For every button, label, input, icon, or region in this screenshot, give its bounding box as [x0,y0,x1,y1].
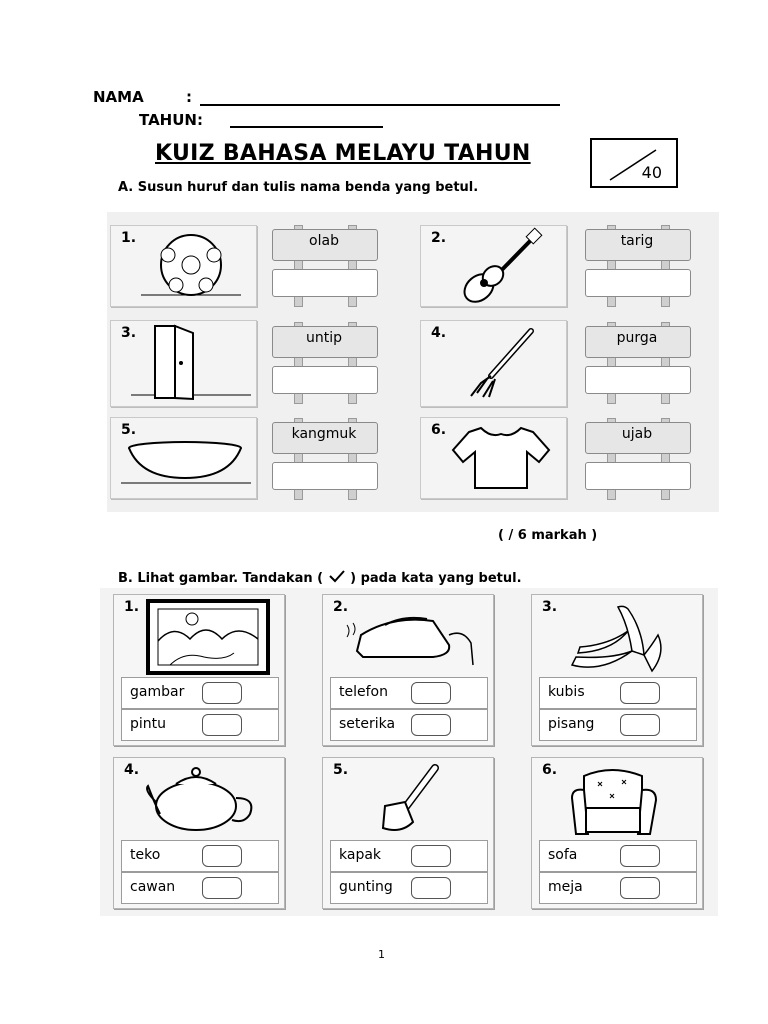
tick-box[interactable] [202,714,242,736]
ball-icon [141,229,241,304]
option-row [121,840,279,872]
banana-icon [532,595,702,675]
tick-box[interactable] [202,682,242,704]
option-label: pintu [130,716,167,732]
tick-box[interactable] [620,877,660,899]
section-b-item-1 [113,594,285,746]
item-number: 4. [431,325,447,341]
axe-icon [323,758,493,838]
sign-5 [272,418,376,498]
sign-2 [585,225,689,305]
bowl-icon [121,428,251,498]
sign-3 [272,322,376,402]
sign-1 [272,225,376,305]
tahun-field[interactable] [230,126,383,128]
shirt-icon [441,420,561,498]
answer-field[interactable] [585,366,691,394]
option-label: meja [548,879,583,895]
answer-field[interactable] [272,366,378,394]
scrambled-word: untip [305,330,342,346]
page-number: 1 [378,948,385,961]
tick-box[interactable] [411,877,451,899]
section-a-text: Susun huruf dan tulis nama benda yang betul. [137,180,479,195]
option-label: kapak [339,847,382,863]
option-label: kubis [548,684,585,700]
option-row [121,677,279,709]
section-a-letter: A. [118,180,134,195]
tick-box[interactable] [620,682,660,704]
item-number: 6. [431,422,447,438]
sofa-icon [532,758,702,838]
scrambled-word: tarig [620,233,654,249]
guitar-icon [451,226,551,306]
item-number: 6. [542,762,558,778]
section-a-item-1 [110,225,257,307]
option-row [539,872,697,904]
item-number: 2. [431,230,447,246]
nama-label: NAMA [93,88,144,106]
option-row [330,872,488,904]
fork-icon [441,321,561,406]
section-b-item-2 [322,594,494,746]
option-label: pisang [548,716,595,732]
teapot-icon [114,758,284,838]
checkmark-icon [328,569,346,583]
tick-box[interactable] [620,845,660,867]
nama-field[interactable] [200,104,560,106]
option-row [121,872,279,904]
section-b-item-3 [531,594,703,746]
option-row [539,709,697,741]
score-total: 40 [641,163,662,182]
option-label: seterika [339,716,396,732]
option-row [121,709,279,741]
section-a-item-4 [420,320,567,407]
option-row [330,677,488,709]
picture-frame-icon [114,595,284,675]
door-icon [131,321,251,406]
option-label: sofa [548,847,578,863]
score-slash [592,140,676,186]
page-title: KUIZ BAHASA MELAYU TAHUN [155,141,531,166]
item-number: 2. [333,599,349,615]
item-number: 1. [124,599,140,615]
tick-box[interactable] [202,877,242,899]
scrambled-word: olab [309,233,339,249]
option-row [330,709,488,741]
item-number: 3. [542,599,558,615]
section-b-letter: B. [118,571,133,586]
scrambled-word: ujab [621,426,653,442]
section-b-text-pre: Lihat gambar. Tandakan ( [137,571,324,586]
option-label: gunting [339,879,393,895]
section-a-item-6 [420,417,567,499]
tick-box[interactable] [411,682,451,704]
section-b-item-5 [322,757,494,909]
option-label: telefon [339,684,388,700]
tick-box[interactable] [620,714,660,736]
answer-field[interactable] [272,462,378,490]
item-number: 5. [333,762,349,778]
section-a-item-3 [110,320,257,407]
section-a-marks: ( / 6 markah ) [498,528,598,543]
section-a-item-2 [420,225,567,307]
iron-icon [323,595,493,675]
section-b-item-6 [531,757,703,909]
sign-6 [585,418,689,498]
section-a-item-5 [110,417,257,499]
option-row [330,840,488,872]
section-b-text-post: ) pada kata yang betul. [350,571,522,586]
option-label: gambar [130,684,185,700]
item-number: 4. [124,762,140,778]
scrambled-word: purga [616,330,658,346]
section-a-instruction [118,180,478,195]
item-number: 3. [121,325,137,341]
item-number: 5. [121,422,137,438]
section-b-instruction [118,569,522,586]
sign-4 [585,322,689,402]
tick-box[interactable] [202,845,242,867]
score-box [590,138,678,188]
tick-box[interactable] [411,714,451,736]
answer-field[interactable] [272,269,378,297]
section-b-item-4 [113,757,285,909]
option-label: teko [130,847,161,863]
item-number: 1. [121,230,137,246]
option-row [539,677,697,709]
option-label: cawan [130,879,176,895]
answer-field[interactable] [585,269,691,297]
tick-box[interactable] [411,845,451,867]
option-row [539,840,697,872]
tahun-label: TAHUN: [139,111,203,129]
scrambled-word: kangmuk [291,426,357,442]
nama-colon: : [186,88,192,106]
answer-field[interactable] [585,462,691,490]
